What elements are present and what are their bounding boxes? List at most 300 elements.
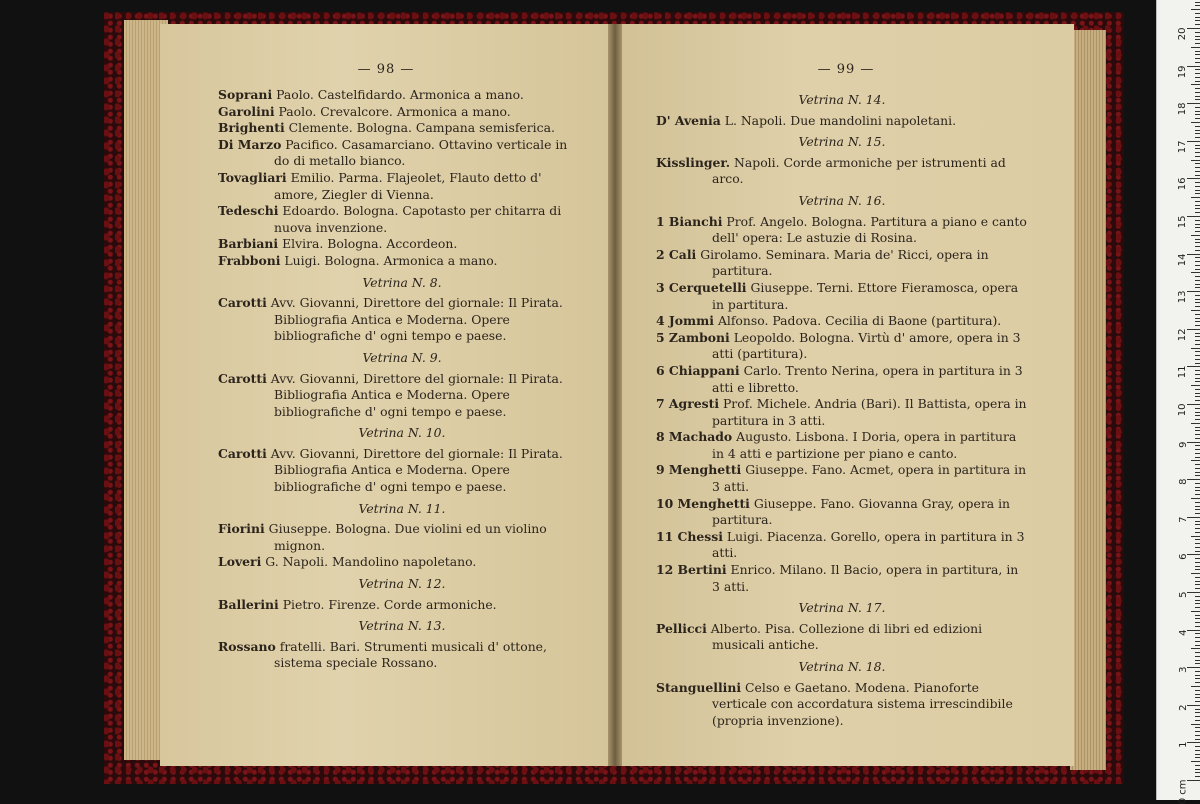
entry-description: L. Napoli. Due mandolini napoletani. [721, 113, 956, 128]
ruler-tick [1195, 114, 1200, 115]
entry-description: Enrico. Milano. Il Bacio, opera in partitura, in 3 atti. [712, 562, 1018, 594]
entry-description: Emilio. Parma. Flajeolet, Flauto detto d' amore, Ziegler di Vienna. [274, 170, 541, 202]
page-number: — 98 — [160, 62, 612, 77]
ruler-tick [1191, 686, 1200, 687]
ruler-tick [1195, 532, 1200, 533]
ruler-tick [1195, 20, 1200, 21]
catalog-entry [218, 639, 586, 672]
ruler-tick [1195, 321, 1200, 322]
ruler-tick [1195, 212, 1200, 213]
exhibitor-name: 3 Cerquetelli [656, 280, 747, 295]
entry-description: Avv. Giovanni, Direttore del giornale: Il Pirata. Bibliografia Antica e Moderna. Opere bibliografiche d' ogni tempo e paese. [267, 446, 563, 494]
ruler-tick [1195, 663, 1200, 664]
ruler-tick [1195, 434, 1200, 435]
ruler-tick [1195, 528, 1200, 529]
ruler-tick [1195, 419, 1200, 420]
catalog-entry [656, 680, 1028, 730]
ruler-tick [1195, 13, 1200, 14]
ruler-tick [1195, 712, 1200, 713]
catalog-entry [218, 521, 586, 554]
ruler-label: 20 [1178, 28, 1189, 41]
exhibitor-name: 5 Zamboni [656, 330, 730, 345]
ruler-tick [1195, 224, 1200, 225]
ruler-tick [1195, 374, 1200, 375]
ruler-tick [1191, 385, 1200, 386]
ruler-tick [1195, 772, 1200, 773]
catalog-entry [218, 371, 586, 421]
entry-description: Alberto. Pisa. Collezione di libri ed edizioni musicali antiche. [707, 621, 982, 653]
ruler-tick [1195, 776, 1200, 777]
ruler-label: 8 [1178, 479, 1189, 485]
entry-description: Carlo. Trento Nerina, opera in partitura in 3 atti e libretto. [712, 363, 1023, 395]
ruler-tick [1195, 381, 1200, 382]
ruler-tick [1191, 536, 1200, 537]
page-number: — 99 — [618, 62, 1074, 77]
ruler-tick [1195, 88, 1200, 89]
ruler-tick [1195, 720, 1200, 721]
ruler-label: 11 [1178, 366, 1189, 379]
entry-description: Prof. Angelo. Bologna. Partitura a piano e canto dell' opera: Le astuzie di Rosina. [712, 214, 1027, 246]
exhibitor-name: Stanguellini [656, 680, 741, 695]
vetrina-heading: Vetrina N. 16. [656, 193, 1028, 210]
ruler-tick [1187, 667, 1200, 668]
ruler-tick [1187, 705, 1200, 706]
entry-description: Girolamo. Seminara. Maria de' Ricci, opera in partitura. [696, 247, 988, 279]
ruler-tick [1195, 618, 1200, 619]
ruler-tick [1195, 765, 1200, 766]
exhibitor-name: Barbiani [218, 236, 278, 251]
ruler-tick [1195, 62, 1200, 63]
ruler-tick [1195, 607, 1200, 608]
ruler-tick [1195, 325, 1200, 326]
vetrina-heading: Vetrina N. 13. [218, 618, 586, 635]
ruler-tick [1195, 615, 1200, 616]
ruler-label: 17 [1178, 140, 1189, 153]
ruler-tick [1195, 314, 1200, 315]
ruler-tick [1195, 739, 1200, 740]
ruler-tick [1195, 487, 1200, 488]
ruler-tick [1187, 254, 1200, 255]
catalog-entry [656, 429, 1028, 462]
catalog-entry [218, 120, 586, 137]
ruler-tick [1195, 370, 1200, 371]
ruler-tick [1191, 9, 1200, 10]
ruler-tick [1195, 2, 1200, 3]
catalog-entry [656, 462, 1028, 495]
ruler-tick [1195, 457, 1200, 458]
ruler-tick [1195, 547, 1200, 548]
ruler-label: 12 [1178, 328, 1189, 341]
ruler-tick [1195, 603, 1200, 604]
entry-description: Prof. Michele. Andria (Bari). Il Battista, opera in partitura in 3 atti. [712, 396, 1027, 428]
exhibitor-name: 9 Menghetti [656, 462, 741, 477]
vetrina-heading: Vetrina N. 8. [218, 275, 586, 292]
ruler-tick [1187, 103, 1200, 104]
ruler-tick [1191, 423, 1200, 424]
exhibitor-name: Carotti [218, 371, 267, 386]
vetrina-heading: Vetrina N. 17. [656, 600, 1028, 617]
page-text [656, 87, 1028, 729]
ruler-tick [1195, 445, 1200, 446]
ruler-tick [1195, 584, 1200, 585]
ruler-tick [1195, 242, 1200, 243]
ruler-tick [1191, 648, 1200, 649]
ruler-tick [1191, 611, 1200, 612]
exhibitor-name: Kisslinger. [656, 155, 730, 170]
ruler-tick [1195, 678, 1200, 679]
ruler-tick [1195, 566, 1200, 567]
ruler-tick [1195, 269, 1200, 270]
ruler-tick [1195, 757, 1200, 758]
entry-description: Giuseppe. Bologna. Due violini ed un violino mignon. [265, 521, 547, 553]
ruler-tick [1195, 171, 1200, 172]
catalog-entry [218, 203, 586, 236]
exhibitor-name: D' Avenia [656, 113, 721, 128]
ruler-tick [1187, 28, 1200, 29]
ruler-label: 5 [1178, 592, 1189, 598]
entry-description: Luigi. Bologna. Armonica a mano. [280, 253, 497, 268]
exhibitor-name: Loveri [218, 554, 261, 569]
catalog-entry [218, 295, 586, 345]
entry-description: Augusto. Lisbona. I Doria, opera in partitura in 4 atti e partizione per piano e canto. [712, 429, 1016, 461]
catalog-entry [656, 363, 1028, 396]
ruler-tick [1195, 351, 1200, 352]
vetrina-heading: Vetrina N. 14. [656, 92, 1028, 109]
ruler-tick [1187, 592, 1200, 593]
ruler-tick [1195, 175, 1200, 176]
ruler-tick [1195, 626, 1200, 627]
ruler-tick [1187, 291, 1200, 292]
ruler-tick [1195, 464, 1200, 465]
exhibitor-name: Pellicci [656, 621, 707, 636]
exhibitor-name: Tovagliari [218, 170, 287, 185]
entry-description: Alfonso. Padova. Cecilia di Baone (partitura). [714, 313, 1001, 328]
catalog-entry [656, 214, 1028, 247]
ruler-tick [1195, 660, 1200, 661]
ruler-tick [1195, 193, 1200, 194]
measuring-ruler [1156, 0, 1200, 800]
ruler-tick [1195, 111, 1200, 112]
ruler-tick [1195, 39, 1200, 40]
ruler-tick [1195, 5, 1200, 6]
ruler-tick [1195, 227, 1200, 228]
ruler-tick [1195, 675, 1200, 676]
ruler-tick [1195, 344, 1200, 345]
ruler-tick [1187, 742, 1200, 743]
ruler-label: 19 [1178, 65, 1189, 78]
ruler-tick [1195, 438, 1200, 439]
entry-description: Elvira. Bologna. Accordeon. [278, 236, 457, 251]
ruler-tick [1187, 329, 1200, 330]
exhibitor-name: 12 Bertini [656, 562, 727, 577]
ruler-tick [1195, 754, 1200, 755]
ruler-tick [1195, 652, 1200, 653]
ruler-tick [1195, 513, 1200, 514]
catalog-entry [218, 104, 586, 121]
catalog-entry [656, 113, 1028, 130]
ruler-tick [1195, 302, 1200, 303]
ruler-tick [1195, 36, 1200, 37]
catalog-entry [218, 554, 586, 571]
exhibitor-name: 10 Menghetti [656, 496, 750, 511]
ruler-tick [1187, 780, 1200, 781]
ruler-tick [1195, 239, 1200, 240]
ruler-tick [1195, 92, 1200, 93]
ruler-tick [1187, 404, 1200, 405]
entry-description: Paolo. Castelfidardo. Armonica a mano. [272, 87, 524, 102]
ruler-tick [1195, 622, 1200, 623]
exhibitor-name: Brighenti [218, 120, 285, 135]
exhibitor-name: Soprani [218, 87, 272, 102]
ruler-tick [1195, 208, 1200, 209]
ruler-tick [1187, 216, 1200, 217]
ruler-tick [1195, 54, 1200, 55]
exhibitor-name: Garolini [218, 104, 275, 119]
ruler-tick [1187, 517, 1200, 518]
ruler-tick [1195, 378, 1200, 379]
ruler-tick [1191, 460, 1200, 461]
ruler-tick [1195, 475, 1200, 476]
ruler-tick [1195, 280, 1200, 281]
ruler-tick [1195, 645, 1200, 646]
entry-description: Luigi. Piacenza. Gorello, opera in partitura in 3 atti. [712, 529, 1024, 561]
ruler-tick [1195, 746, 1200, 747]
ruler-tick [1195, 96, 1200, 97]
ruler-tick [1195, 656, 1200, 657]
ruler-tick [1191, 724, 1200, 725]
vetrina-heading: Vetrina N. 18. [656, 659, 1028, 676]
ruler-tick [1195, 581, 1200, 582]
vetrina-heading: Vetrina N. 9. [218, 350, 586, 367]
ruler-label: 1 [1178, 742, 1189, 748]
catalog-entry [218, 170, 586, 203]
exhibitor-name: 2 Cali [656, 247, 696, 262]
ruler-tick [1195, 32, 1200, 33]
ruler-tick [1195, 472, 1200, 473]
ruler-tick [1195, 261, 1200, 262]
ruler-tick [1195, 333, 1200, 334]
ruler-tick [1195, 577, 1200, 578]
exhibitor-name: Di Marzo [218, 137, 281, 152]
ruler-tick [1195, 697, 1200, 698]
ruler-tick [1195, 126, 1200, 127]
ruler-tick [1187, 554, 1200, 555]
ruler-tick [1195, 558, 1200, 559]
exhibitor-name: Frabboni [218, 253, 280, 268]
ruler-tick [1195, 412, 1200, 413]
entry-description: Avv. Giovanni, Direttore del giornale: Il Pirata. Bibliografia Antica e Moderna. Opere bibliografiche d' ogni tempo e paese. [267, 371, 563, 419]
ruler-tick [1195, 596, 1200, 597]
ruler-label: 14 [1178, 253, 1189, 266]
catalog-entry [656, 155, 1028, 188]
ruler-tick [1195, 359, 1200, 360]
ruler-tick [1187, 66, 1200, 67]
vetrina-heading: Vetrina N. 11. [218, 501, 586, 518]
catalog-entry [656, 621, 1028, 654]
ruler-tick [1187, 366, 1200, 367]
catalog-entry [656, 562, 1028, 595]
ruler-tick [1195, 641, 1200, 642]
ruler-tick [1195, 51, 1200, 52]
catalog-entry [218, 236, 586, 253]
ruler-tick [1195, 551, 1200, 552]
ruler-label: 15 [1178, 216, 1189, 229]
ruler-tick [1195, 306, 1200, 307]
entry-description: Pietro. Firenze. Corde armoniche. [279, 597, 497, 612]
ruler-tick [1195, 186, 1200, 187]
ruler-tick [1195, 701, 1200, 702]
ruler-tick [1195, 265, 1200, 266]
ruler-tick [1195, 483, 1200, 484]
ruler-tick [1195, 396, 1200, 397]
ruler-tick [1195, 633, 1200, 634]
ruler-tick [1195, 415, 1200, 416]
ruler-tick [1195, 287, 1200, 288]
ruler-tick [1187, 178, 1200, 179]
ruler-tick [1195, 562, 1200, 563]
ruler-tick [1195, 506, 1200, 507]
ruler-tick [1195, 716, 1200, 717]
ruler-tick [1191, 235, 1200, 236]
ruler-tick [1195, 69, 1200, 70]
ruler-label: 9 [1178, 441, 1189, 447]
vetrina-heading: Vetrina N. 10. [218, 425, 586, 442]
ruler-tick [1195, 490, 1200, 491]
ruler-tick [1191, 122, 1200, 123]
ruler-tick [1195, 250, 1200, 251]
exhibitor-name: 6 Chiappani [656, 363, 740, 378]
catalog-entry [656, 247, 1028, 280]
ruler-tick [1195, 99, 1200, 100]
ruler-tick [1195, 145, 1200, 146]
ruler-tick [1195, 148, 1200, 149]
ruler-tick [1191, 310, 1200, 311]
ruler-tick [1195, 430, 1200, 431]
ruler-tick [1195, 494, 1200, 495]
ruler-tick [1195, 690, 1200, 691]
ruler-tick [1195, 600, 1200, 601]
exhibitor-name: Tedeschi [218, 203, 278, 218]
ruler-tick [1195, 167, 1200, 168]
ruler-tick [1195, 727, 1200, 728]
ruler-tick [1195, 340, 1200, 341]
vetrina-heading: Vetrina N. 12. [218, 576, 586, 593]
ruler-tick [1195, 449, 1200, 450]
ruler-tick [1191, 47, 1200, 48]
ruler-tick [1195, 231, 1200, 232]
ruler-label: 3 [1178, 667, 1189, 673]
exhibitor-name: 8 Machado [656, 429, 732, 444]
entry-description: Giuseppe. Fano. Giovanna Gray, opera in partitura. [712, 496, 1010, 528]
exhibitor-name: Ballerini [218, 597, 279, 612]
ruler-tick [1195, 400, 1200, 401]
entry-description: Giuseppe. Terni. Ettore Fieramosca, opera in partitura. [712, 280, 1018, 312]
ruler-tick [1195, 137, 1200, 138]
ruler-tick [1195, 77, 1200, 78]
ruler-label: 2 [1178, 704, 1189, 710]
exhibitor-name: Carotti [218, 295, 267, 310]
ruler-tick [1195, 318, 1200, 319]
ruler-tick [1195, 543, 1200, 544]
exhibitor-name: Carotti [218, 446, 267, 461]
entry-description: Celso e Gaetano. Modena. Pianoforte verticale con accordatura sistema irrescindibile (propria invenzione). [712, 680, 1013, 728]
book-gutter [608, 24, 622, 766]
catalog-entry [218, 597, 586, 614]
ruler-tick [1195, 107, 1200, 108]
catalog-entry [218, 87, 586, 104]
ruler-label: 6 [1178, 554, 1189, 560]
entry-description: Giuseppe. Fano. Acmet, opera in partitura in 3 atti. [712, 462, 1026, 494]
ruler-tick [1195, 257, 1200, 258]
entry-description: Leopoldo. Bologna. Virtù d' amore, opera in 3 atti (partitura). [712, 330, 1021, 362]
ruler-tick [1195, 637, 1200, 638]
entry-description: Clemente. Bologna. Campana semisferica. [285, 120, 555, 135]
ruler-label: 16 [1178, 178, 1189, 191]
ruler-tick [1195, 276, 1200, 277]
catalog-entry [656, 313, 1028, 330]
ruler-tick [1195, 336, 1200, 337]
entry-description: Napoli. Corde armoniche per istrumenti ad arco. [712, 155, 1006, 187]
exhibitor-name: Fiorini [218, 521, 265, 536]
left-page [160, 24, 612, 766]
ruler-tick [1195, 73, 1200, 74]
ruler-tick [1195, 588, 1200, 589]
ruler-tick [1195, 43, 1200, 44]
ruler-tick [1191, 348, 1200, 349]
ruler-label: 7 [1178, 516, 1189, 522]
ruler-tick [1195, 731, 1200, 732]
ruler-label: 13 [1178, 291, 1189, 304]
ruler-tick [1195, 58, 1200, 59]
page-text [218, 87, 586, 672]
exhibitor-name: 4 Jommi [656, 313, 714, 328]
ruler-tick [1195, 130, 1200, 131]
ruler-tick [1195, 539, 1200, 540]
ruler-tick [1195, 355, 1200, 356]
ruler-tick [1195, 246, 1200, 247]
ruler-tick [1195, 118, 1200, 119]
ruler-tick [1195, 694, 1200, 695]
entry-description: Avv. Giovanni, Direttore del giornale: Il Pirata. Bibliografia Antica e Moderna. Opere bibliografiche d' ogni tempo e paese. [267, 295, 563, 343]
ruler-tick [1195, 468, 1200, 469]
ruler-tick [1195, 735, 1200, 736]
catalog-entry [656, 396, 1028, 429]
ruler-tick [1187, 141, 1200, 142]
catalog-entry [218, 446, 586, 496]
ruler-tick [1195, 133, 1200, 134]
ruler-tick [1187, 630, 1200, 631]
catalog-entry [218, 253, 586, 270]
ruler-tick [1195, 220, 1200, 221]
exhibitor-name: 7 Agresti [656, 396, 719, 411]
ruler-tick [1195, 163, 1200, 164]
ruler-tick [1195, 509, 1200, 510]
ruler-label: 4 [1178, 629, 1189, 635]
right-page [618, 24, 1074, 766]
ruler-tick [1195, 453, 1200, 454]
ruler-tick [1195, 427, 1200, 428]
ruler-tick [1195, 182, 1200, 183]
ruler-tick [1191, 160, 1200, 161]
ruler-tick [1195, 295, 1200, 296]
ruler-tick [1195, 389, 1200, 390]
ruler-tick [1195, 524, 1200, 525]
ruler-tick [1195, 769, 1200, 770]
ruler-tick [1195, 152, 1200, 153]
catalog-entry [218, 137, 586, 170]
ruler-label: 18 [1178, 103, 1189, 116]
ruler-tick [1191, 498, 1200, 499]
